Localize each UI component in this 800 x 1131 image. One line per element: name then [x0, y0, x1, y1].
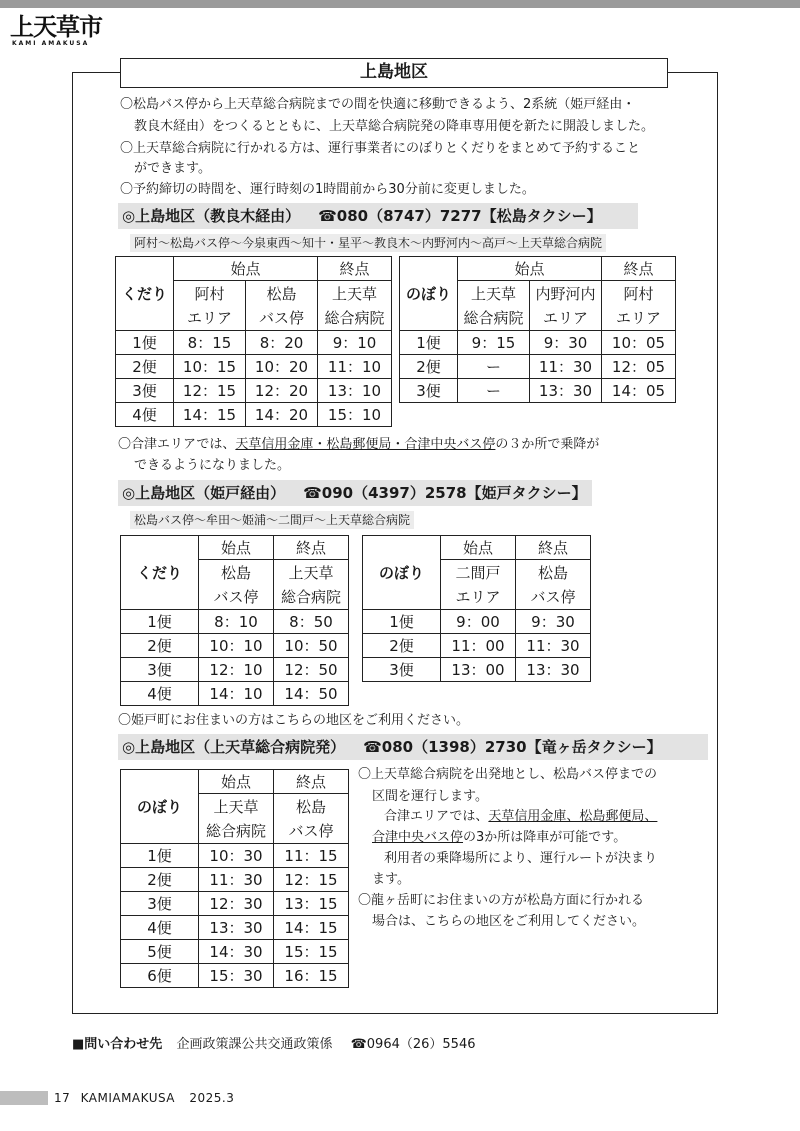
footer-bar [0, 1091, 48, 1105]
table-row [121, 940, 349, 964]
table-row [121, 610, 349, 634]
route2-phone: ☎090（4397）2578【姫戸タクシー】 [303, 484, 587, 502]
route1-up-dir: のぼり [400, 257, 458, 331]
time-cell: ー [458, 379, 530, 403]
time-cell: 9：30 [530, 331, 602, 355]
time-cell: 9：10 [318, 331, 392, 355]
time-cell: 12：15 [174, 379, 246, 403]
contact-phone: ☎0964（26）5546 [350, 1037, 476, 1052]
table-row [116, 379, 392, 403]
trip-label: 3便 [400, 379, 458, 403]
time-cell: 11：30 [530, 355, 602, 379]
trip-label: 2便 [116, 355, 174, 379]
route3-up-end: 終点 [274, 770, 349, 794]
time-cell: 15：30 [199, 964, 274, 988]
contact-label: ■問い合わせ先 [72, 1037, 163, 1052]
time-cell: 13：30 [530, 379, 602, 403]
route3-heading [118, 734, 708, 760]
time-cell: 12：15 [274, 868, 349, 892]
trip-label: 3便 [121, 892, 199, 916]
magazine-name: KAMIAMAKUSA [80, 1091, 176, 1105]
table-row [121, 658, 349, 682]
route3-side-line-2: 区間を運行します。 [372, 789, 488, 804]
route3-up-col1-b: 総合病院 [199, 819, 274, 844]
contact-info [72, 1033, 476, 1052]
route2-down-col2-b: 総合病院 [274, 585, 349, 610]
time-cell: 12：30 [199, 892, 274, 916]
trip-label: 2便 [400, 355, 458, 379]
table-row [400, 379, 676, 403]
route2-up-table [362, 535, 591, 682]
time-cell: 10：05 [602, 331, 676, 355]
top-bar [0, 0, 800, 8]
route2-down-end: 終点 [274, 536, 349, 560]
intro-line-4: ができます。 [134, 161, 211, 176]
route3-up-dir: のぼり [121, 770, 199, 844]
trip-label: 4便 [121, 682, 199, 706]
time-cell: 11：30 [199, 868, 274, 892]
table-row [121, 868, 349, 892]
intro-line-1: 〇松島バス停から上天草総合病院までの間を快適に移動できるよう、2系統（姫戸経由・ [120, 97, 636, 112]
time-cell: 14：05 [602, 379, 676, 403]
city-logo [10, 14, 120, 48]
time-cell: 9：15 [458, 331, 530, 355]
route1-up-col2-b: エリア [530, 306, 602, 331]
table-row [121, 682, 349, 706]
table-row [116, 355, 392, 379]
time-cell: 11：10 [318, 355, 392, 379]
route2-down-table [120, 535, 349, 706]
trip-label: 4便 [121, 916, 199, 940]
time-cell: 9：00 [441, 610, 516, 634]
route3-side-line-5: 利用者の乗降場所により、運行ルートが決まり [384, 851, 658, 866]
route1-heading [118, 203, 638, 229]
trip-label: 2便 [121, 634, 199, 658]
route2-down-col1-b: バス停 [199, 585, 274, 610]
route3-phone: ☎080（1398）2730【竜ヶ岳タクシー】 [363, 738, 662, 756]
route1-up-col2: 内野河内 [530, 281, 602, 306]
route3-side-line-7: 〇龍ヶ岳町にお住まいの方が松島方面に行かれる [358, 893, 645, 908]
table-row [116, 403, 392, 427]
time-cell: 10：15 [174, 355, 246, 379]
time-cell: 13：00 [441, 658, 516, 682]
route1-phone: ☎080（8747）7277【松島タクシー】 [318, 207, 602, 225]
note-text: の3か所は降車が可能です。 [463, 830, 627, 845]
time-cell: 14：10 [199, 682, 274, 706]
time-cell: 15：10 [318, 403, 392, 427]
trip-label: 1便 [121, 844, 199, 868]
time-cell: 10：30 [199, 844, 274, 868]
route2-note: 〇姫戸町にお住まいの方はこちらの地区をご利用ください。 [118, 713, 470, 728]
time-cell: 13：30 [199, 916, 274, 940]
time-cell: 14：15 [174, 403, 246, 427]
route1-down-col1: 阿村 [174, 281, 246, 306]
route1-up-col1-b: 総合病院 [458, 306, 530, 331]
trip-label: 1便 [400, 331, 458, 355]
time-cell: 8：15 [174, 331, 246, 355]
route1-down-col2: 松島 [246, 281, 318, 306]
route1-up-end: 終点 [602, 257, 676, 281]
time-cell: 8：10 [199, 610, 274, 634]
route3-up-start: 始点 [199, 770, 274, 794]
table-row [121, 634, 349, 658]
table-row [363, 610, 591, 634]
route1-down-col1-b: エリア [174, 306, 246, 331]
route1-up-col3: 阿村 [602, 281, 676, 306]
page-number: 17 [54, 1091, 71, 1105]
route3-up-col2-b: バス停 [274, 819, 349, 844]
table-row [116, 331, 392, 355]
time-cell: 14：20 [246, 403, 318, 427]
route2-down-start: 始点 [199, 536, 274, 560]
trip-label: 3便 [121, 658, 199, 682]
section-title: 上島地区 [120, 58, 668, 88]
route1-up-col3-b: エリア [602, 306, 676, 331]
note-underlined: 合津中央バス停 [372, 830, 464, 845]
trip-label: 5便 [121, 940, 199, 964]
time-cell: 11：00 [441, 634, 516, 658]
trip-label: 1便 [363, 610, 441, 634]
route1-down-col3: 上天草 [318, 281, 392, 306]
route1-up-start: 始点 [458, 257, 602, 281]
table-row [363, 658, 591, 682]
time-cell: 12：05 [602, 355, 676, 379]
intro-line-2: 教良木経由）をつくるとともに、上天草総合病院発の降車専用便を新たに開設しました。 [134, 119, 655, 134]
route3-side-line-6: ます。 [372, 872, 410, 887]
route1-down-table [115, 256, 392, 427]
table-row [121, 916, 349, 940]
route1-down-col3-b: 総合病院 [318, 306, 392, 331]
trip-label: 1便 [121, 610, 199, 634]
route1-path: 阿村〜松島バス停〜今泉東西〜知十・星平〜教良木〜内野河内〜高戸〜上天草総合病院 [130, 234, 606, 252]
time-cell: 15：15 [274, 940, 349, 964]
route2-up-col1-b: エリア [441, 585, 516, 610]
route1-down-col2-b: バス停 [246, 306, 318, 331]
time-cell: 10：50 [274, 634, 349, 658]
route3-side-line-4 [372, 829, 626, 847]
logo-subtext: KAMI AMAKUSA [12, 40, 90, 47]
time-cell: 12：20 [246, 379, 318, 403]
time-cell: 16：15 [274, 964, 349, 988]
route2-down-col1: 松島 [199, 560, 274, 585]
route2-down-col2: 上天草 [274, 560, 349, 585]
note-text: 合津エリアでは、 [384, 809, 489, 824]
table-row [121, 844, 349, 868]
time-cell: 12：10 [199, 658, 274, 682]
contact-dept: 企画政策課公共交通政策係 [176, 1037, 333, 1052]
time-cell: 12：50 [274, 658, 349, 682]
route2-path: 松島バス停〜牟田〜姫浦〜二間戸〜上天草総合病院 [130, 511, 414, 529]
time-cell: 10：20 [246, 355, 318, 379]
time-cell: 13：30 [516, 658, 591, 682]
trip-label: 3便 [116, 379, 174, 403]
time-cell: 9：30 [516, 610, 591, 634]
route2-title: ◎上島地区（姫戸経由） [122, 484, 286, 502]
footer [54, 1090, 234, 1106]
trip-label: 1便 [116, 331, 174, 355]
route2-up-dir: のぼり [363, 536, 441, 610]
route3-up-table [120, 769, 349, 988]
issue-date: 2025.3 [189, 1091, 235, 1105]
time-cell: ー [458, 355, 530, 379]
route2-heading [118, 480, 592, 506]
trip-label: 6便 [121, 964, 199, 988]
route1-up-col1: 上天草 [458, 281, 530, 306]
table-row [363, 634, 591, 658]
trip-label: 2便 [363, 634, 441, 658]
trip-label: 4便 [116, 403, 174, 427]
intro-line-3: 〇上天草総合病院に行かれる方は、運行事業者にのぼりとくだりをまとめて予約すること [120, 141, 641, 156]
time-cell: 14：50 [274, 682, 349, 706]
route2-up-col2-b: バス停 [516, 585, 591, 610]
time-cell: 14：15 [274, 916, 349, 940]
time-cell: 11：15 [274, 844, 349, 868]
trip-label: 2便 [121, 868, 199, 892]
route1-down-dir: くだり [116, 257, 174, 331]
route2-up-col1: 二間戸 [441, 560, 516, 585]
logo-text: 上天草市 [10, 12, 102, 41]
intro-line-5: 〇予約締切の時間を、運行時刻の1時間前から30分前に変更しました。 [120, 182, 535, 197]
route2-down-dir: くだり [121, 536, 199, 610]
route3-up-col2: 松島 [274, 794, 349, 819]
time-cell: 14：30 [199, 940, 274, 964]
route1-down-start: 始点 [174, 257, 318, 281]
route3-title: ◎上島地区（上天草総合病院発） [122, 738, 346, 756]
table-row [400, 355, 676, 379]
route2-up-col2: 松島 [516, 560, 591, 585]
route1-note-line-1 [118, 436, 599, 454]
note-text: の３か所で乗降が [495, 437, 600, 452]
route3-side-line-1: 〇上天草総合病院を出発地とし、松島バス停までの [358, 767, 658, 782]
route2-up-end: 終点 [516, 536, 591, 560]
table-row [121, 964, 349, 988]
route1-down-end: 終点 [318, 257, 392, 281]
route2-up-start: 始点 [441, 536, 516, 560]
note-underlined: 天草信用金庫、松島郵便局、 [488, 809, 658, 824]
time-cell: 13：15 [274, 892, 349, 916]
table-row [400, 331, 676, 355]
route1-up-table [399, 256, 676, 403]
time-cell: 11：30 [516, 634, 591, 658]
table-row [121, 892, 349, 916]
note-text: 〇合津エリアでは、 [118, 437, 236, 452]
note-underlined: 天草信用金庫・松島郵便局・合津中央バス停 [235, 437, 496, 452]
time-cell: 10：10 [199, 634, 274, 658]
route3-up-col1: 上天草 [199, 794, 274, 819]
trip-label: 3便 [363, 658, 441, 682]
time-cell: 8：50 [274, 610, 349, 634]
route3-side-line-8: 場合は、こちらの地区をご利用してください。 [372, 914, 646, 929]
route3-side-line-3 [384, 808, 657, 826]
route1-title: ◎上島地区（教良木経由） [122, 207, 301, 225]
route1-note-line-2: できるようになりました。 [134, 458, 291, 473]
time-cell: 13：10 [318, 379, 392, 403]
time-cell: 8：20 [246, 331, 318, 355]
